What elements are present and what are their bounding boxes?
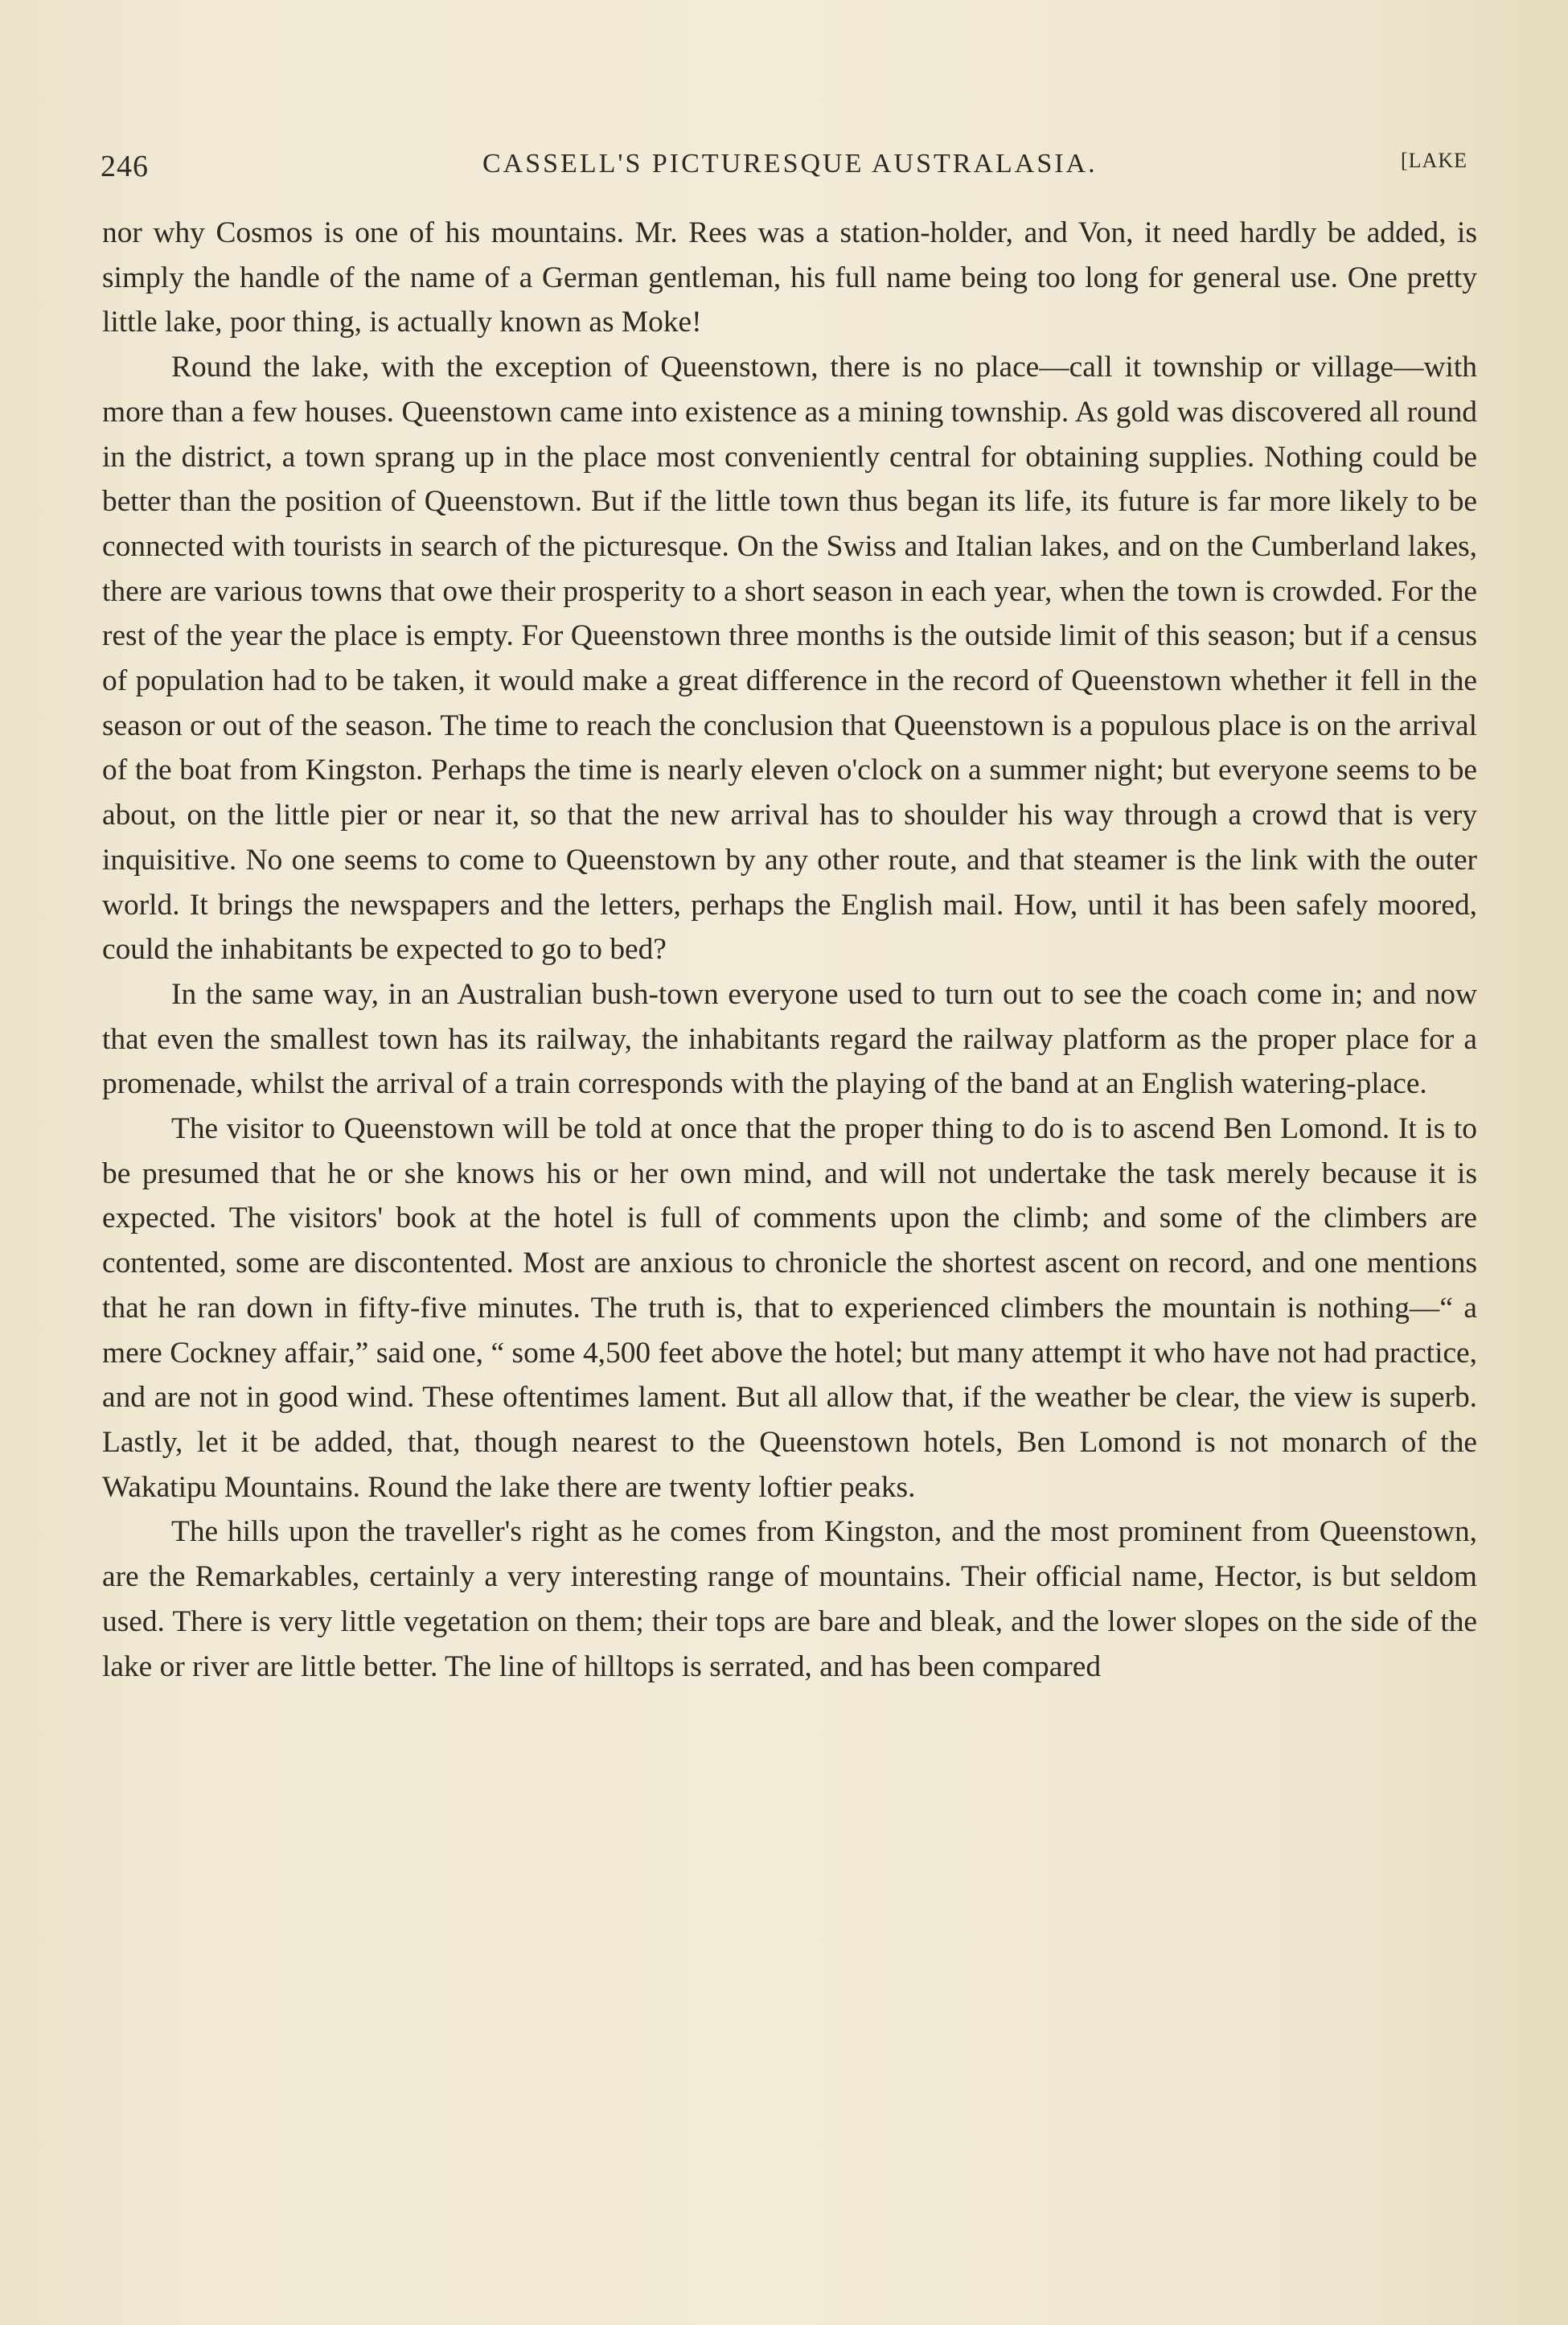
page-header xyxy=(101,149,1467,189)
page-number: 246 xyxy=(101,150,149,183)
paragraph: In the same way, in an Australian bush-town everyone used to turn out to see the coach come in; and now that even the smallest town has its railway, the inhabitants regard the railway platform as the proper place for a promenade, whilst the arrival of a train corresponds with the playing of the band at an English watering-place. xyxy=(102,977,1477,1101)
running-title: CASSELL'S PICTURESQUE AUSTRALASIA. xyxy=(482,149,1098,179)
paragraph: The visitor to Queenstown will be told at once that the proper thing to do is to ascend Ben Lomond. It is to be presumed that he or she knows his or her own mind, and will not undertake the task merely because it is expected. The visitors' book at the hotel is full of comments upon the climb; and some of the climbers are contented, some are discontented. Most are anxious to chronicle the shortest ascent on record, and one mentions that he ran down in fifty-five minutes. The truth is, that to experienced climbers the mountain is nothing—“ a mere Cockney affair,” said one, “ some 4,500 feet above the hotel; but many attempt it who have not had practice, and are not in good wind. These oftentimes lament. But all allow that, if the weather be clear, the view is superb. Lastly, let it be added, that, though nearest to the Queenstown hotels, Ben Lomond is not monarch of the Wakatipu Mountains. Round the lake there are twenty loftier peaks. xyxy=(102,1112,1477,1504)
paragraph: Round the lake, with the exception of Queenstown, there is no place—call it township or village—with more than a few houses. Queenstown came into existence as a mining township. As gold was discovered all round in the district, a town sprang up in the place most conveniently central for obtaining supplies. Nothing could be better than the position of Queenstown. But if the little town thus began its life, its future is far more likely to be connected with tourists in search of the picturesque. On the Swiss and Italian lakes, and on the Cumberland lakes, there are various towns that owe their prosperity to a short season in each year, when the town is crowded. For the rest of the year the place is empty. For Queenstown three months is the outside limit of this season; but if a census of population had to be taken, it would make a great difference in the record of Queenstown whether it fell in the season or out of the season. The time to reach the conclusion that Queenstown is a populous place is on the arrival of the boat from Kingston. Perhaps the time is nearly eleven o'clock on a summer night; but everyone seems to be about, on the little pier or near it, so that the new arrival has to shoulder his way through a crowd that is very inquisitive. No one seems to come to Queenstown by any other route, and that steamer is the link with the outer world. It brings the newspapers and the letters, perhaps the English mail. How, until it has been safely moored, could the inhabitants be expected to go to bed? xyxy=(102,351,1477,967)
section-tag: [LAKE xyxy=(1401,149,1467,172)
body-text xyxy=(102,211,1477,1689)
paragraph: The hills upon the traveller's right as he comes from Kingston, and the most prominent from Queenstown, are the Remarkables, certainly a very interesting range of mountains. Their official name, Hector, is but seldom used. There is very little vegetation on them; their tops are bare and bleak, and the lower slopes on the side of the lake or river are little better. The line of hilltops is serrated, and has been compared xyxy=(102,1515,1477,1683)
paragraph-continuation: nor why Cosmos is one of his mountains. Mr. Rees was a station-holder, and Von, it need hardly be added, is simply the handle of the name of a German gentleman, his full name being too long for general use. One pretty little lake, poor thing, is actually known as Moke! xyxy=(102,216,1477,339)
